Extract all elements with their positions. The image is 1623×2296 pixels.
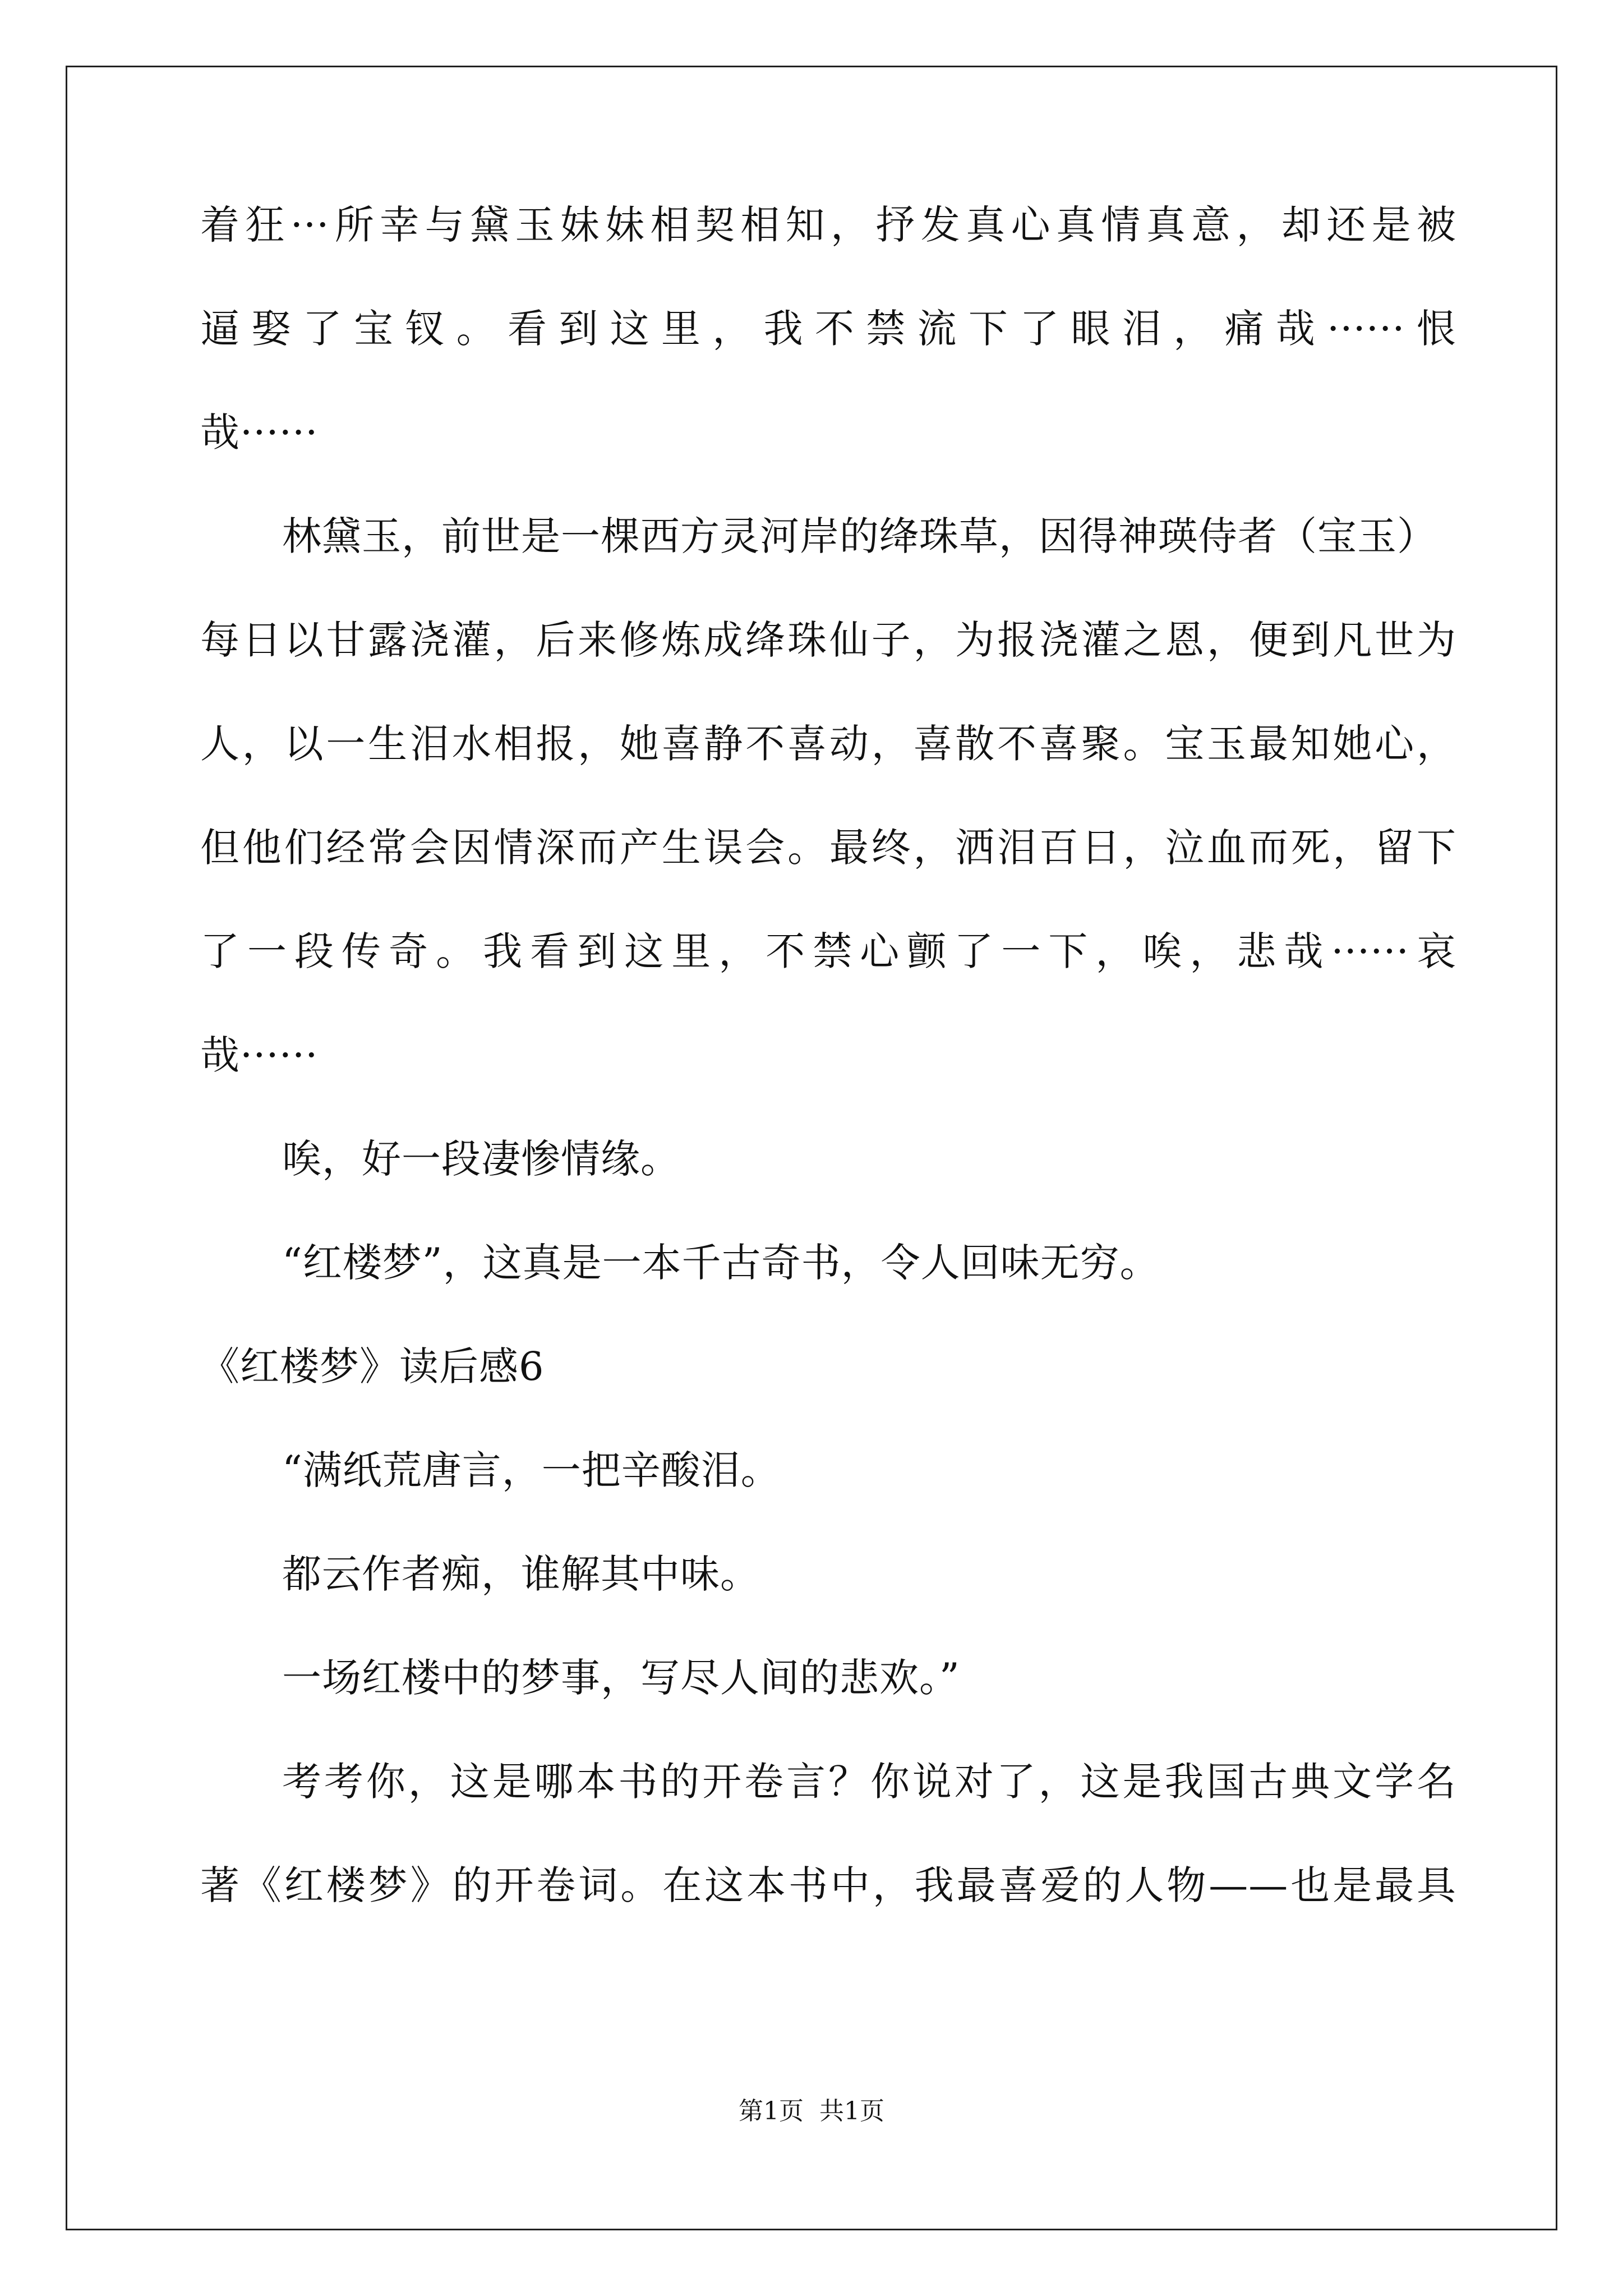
text-line: 唉，好一段凄惨情缘。	[282, 1136, 680, 1182]
page-number: 第1页	[739, 2097, 804, 2125]
text-line: 哉······	[200, 1032, 319, 1078]
text-line: “满纸荒唐言，一把辛酸泪。	[282, 1447, 781, 1493]
text-line: “红楼梦”，这真是一本千古奇书，令人回味无穷。	[282, 1240, 1160, 1286]
text-line: 林黛玉，前世是一棵西方灵河岸的绛珠草，因得神瑛侍者（宝玉）	[282, 513, 1437, 559]
text-line: 著《红楼梦》的开卷词。在这本书中，我最喜爱的人物——也是最具	[200, 1862, 1456, 1908]
text-line: 但他们经常会因情深而产生误会。最终，洒泪百日，泣血而死，留下	[200, 825, 1456, 871]
text-line: 人，以一生泪水相报，她喜静不喜动，喜散不喜聚。宝玉最知她心，	[200, 721, 1456, 767]
text-line: 考考你，这是哪本书的开卷言？你说对了，这是我国古典文学名	[282, 1759, 1456, 1805]
text-line: 每日以甘露浇灌，后来修炼成绛珠仙子，为报浇灌之恩，便到凡世为	[200, 617, 1456, 663]
text-line: 哉······	[200, 409, 319, 455]
text-line: 着狂···所幸与黛玉妹妹相契相知，抒发真心真情真意，却还是被	[200, 202, 1456, 248]
page-footer	[0, 2095, 1623, 2128]
page-total: 共1页	[819, 2097, 884, 2125]
text-line: 了一段传奇。我看到这里，不禁心颤了一下，唉，悲哉······哀	[200, 928, 1456, 974]
text-line: 逼娶了宝钗。看到这里，我不禁流下了眼泪，痛哉······恨	[200, 306, 1456, 352]
text-line: 都云作者痴，谁解其中味。	[282, 1551, 760, 1597]
text-line: 一场红楼中的梦事，写尽人间的悲欢。”	[282, 1655, 960, 1701]
section-heading: 《红楼梦》读后感6	[200, 1343, 545, 1389]
